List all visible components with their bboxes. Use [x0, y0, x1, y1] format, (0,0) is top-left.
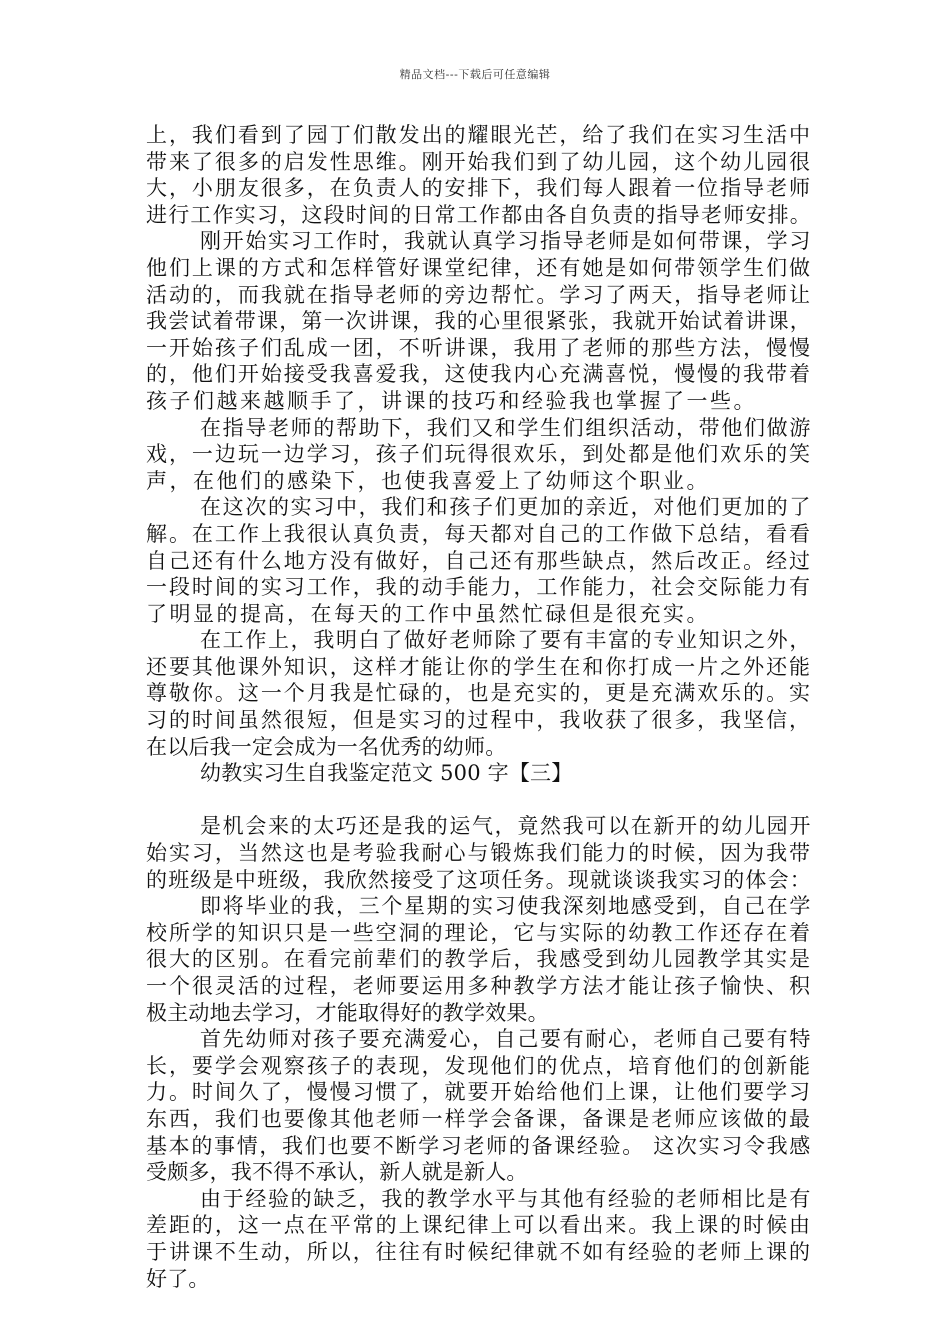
- text-line: 校所学的知识只是一些空洞的理论，它与实际的幼教工作还存在着: [146, 920, 812, 945]
- text-line: 在指导老师的帮助下，我们又和学生们组织活动，带他们做游: [200, 415, 812, 440]
- text-line: 始实习，当然这也是考验我耐心与锻炼我们能力的时候，因为我带: [146, 841, 812, 866]
- text-line: 在工作上，我明白了做好老师除了要有丰富的专业知识之外，: [200, 628, 812, 653]
- text-line: 在这次的实习中，我们和孩子们更加的亲近，对他们更加的了: [200, 495, 812, 520]
- page-header: 精品文档---下载后可任意编辑: [399, 68, 551, 81]
- text-line: 还要其他课外知识，这样才能让你的学生在和你打成一片之外还能: [146, 654, 812, 679]
- text-line: 极主动地去学习，才能取得好的教学效果。: [146, 1000, 549, 1025]
- text-line: 声，在他们的感染下，也使我喜爱上了幼师这个职业。: [146, 468, 710, 493]
- document-body: [146, 122, 812, 1292]
- text-line: 进行工作实习，这段时间的日常工作都由各自负责的指导老师安排。: [146, 202, 812, 227]
- text-line: 一个很灵活的过程，老师要运用多种教学方法才能让孩子愉快、积: [146, 974, 812, 998]
- text-line: 尊敬你。这一个月我是忙碌的，也是充实的，更是充满欢乐的。实: [146, 681, 812, 706]
- text-line: 孩子们越来越顺手了，讲课的技巧和经验我也掌握了一些。: [146, 388, 757, 413]
- text-line: 上，我们看到了园丁们散发出的耀眼光芒，给了我们在实习生活中: [146, 123, 812, 147]
- text-line: 基本的事情，我们也要不断学习老师的备课经验。 这次实习令我感: [146, 1133, 812, 1158]
- text-line: 活动的，而我就在指导老师的旁边帮忙。学习了两天，指导老师让: [146, 282, 812, 307]
- text-line: 一开始孩子们乱成一团，不听讲课，我用了老师的那些方法，慢慢: [146, 335, 812, 360]
- text-line: 我尝试着带课，第一次讲课，我的心里很紧张，我就开始试着讲课，: [146, 309, 812, 334]
- blank-line: [146, 787, 812, 814]
- text-line: 即将毕业的我，三个星期的实习使我深刻地感受到，自己在学: [200, 894, 812, 919]
- text-line: 长，要学会观察孩子的表现，发现他们的优点，培育他们的创新能: [146, 1053, 812, 1078]
- text-line: 习的时间虽然很短，但是实习的过程中，我收获了很多，我坚信，: [146, 708, 812, 733]
- text-line: 自己还有什么地方没有做好，自己还有那些缺点，然后改正。经过: [146, 548, 812, 573]
- text-line: 了明显的提高，在每天的工作中虽然忙碌但是很充实。: [146, 601, 710, 626]
- text-line: 的班级是中班级，我欣然接受了这项任务。现就谈谈我实习的体会：: [146, 867, 812, 892]
- text-line: 很大的区别。在看完前辈们的教学后，我感受到幼儿园教学其实是: [146, 947, 812, 972]
- text-line: 的，他们开始接受我喜爱我，这使我内心充满喜悦，慢慢的我带着: [146, 362, 812, 387]
- text-line: 解。在工作上我很认真负责，每天都对自己的工作做下总结，看看: [146, 521, 812, 546]
- text-line: 于讲课不生动，所以，往往有时候纪律就不如有经验的老师上课的: [146, 1239, 812, 1264]
- text-line: 东西，我们也要像其他老师一样学会备课，备课是老师应该做的最: [146, 1106, 812, 1131]
- text-line: 由于经验的缺乏，我的教学水平与其他有经验的老师相比是有: [200, 1186, 812, 1211]
- text-line: 力。时间久了，慢慢习惯了，就要开始给他们上课，让他们要学习: [146, 1080, 812, 1105]
- text-line: 大，小朋友很多，在负责人的安排下，我们每人跟着一位指导老师: [146, 176, 812, 201]
- text-line: 在以后我一定会成为一名优秀的幼师。: [146, 734, 507, 759]
- text-line: 刚开始实习工作时，我就认真学习指导老师是如何带课，学习: [200, 229, 812, 254]
- text-line: 带来了很多的启发性思维。刚开始我们到了幼儿园，这个幼儿园很: [146, 149, 812, 174]
- text-line: 幼教实习生自我鉴定范文 500 字【三】: [200, 761, 573, 786]
- text-line: 戏，一边玩一边学习，孩子们玩得很欢乐，到处都是他们欢乐的笑: [146, 442, 812, 467]
- text-line: 差距的，这一点在平常的上课纪律上可以看出来。我上课的时候由: [146, 1213, 812, 1238]
- text-line: 好了。: [146, 1266, 210, 1291]
- text-line: 受颇多，我不得不承认，新人就是新人。: [146, 1160, 528, 1185]
- text-line: 是机会来的太巧还是我的运气，竟然我可以在新开的幼儿园开: [200, 814, 812, 839]
- text-line: 一段时间的实习工作，我的动手能力，工作能力，社会交际能力有: [146, 575, 812, 600]
- text-line: 他们上课的方式和怎样管好课堂纪律，还有她是如何带领学生们做: [146, 255, 812, 280]
- text-line: 首先幼师对孩子要充满爱心，自己要有耐心，老师自己要有特: [200, 1027, 812, 1052]
